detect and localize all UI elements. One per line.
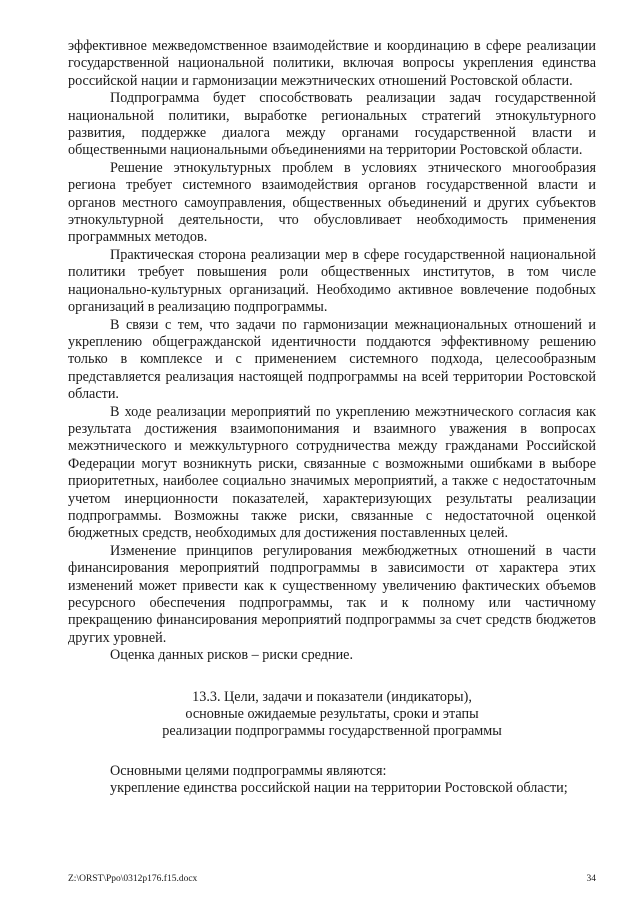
- section-heading-line: 13.3. Цели, задачи и показатели (индикаторы),: [192, 688, 472, 705]
- paragraph: Решение этнокультурных проблем в условиях этнического многообразия региона требует системного взаимодействия органов государственной власти и органов местного самоуправления, общественных объединений и других субъектов этнокультурной деятельности, что обусловливает необходимость применения программных методов.: [68, 159, 596, 246]
- footer-file-path: Z:\ORST\Ppo\0312p176.f15.docx: [68, 874, 198, 884]
- goal-item: укрепление единства российской нации на территории Ростовской области;: [110, 780, 568, 797]
- document-body: [68, 38, 596, 798]
- paragraph: В связи с тем, что задачи по гармонизации межнациональных отношений и укреплению общегражданской идентичности поддаются эффективному решению только в комплексе и с применением системного подхода, целесообразным представляется реализация настоящей подпрограммы на всей территории Ростовской области.: [68, 316, 596, 403]
- section-heading-line: реализации подпрограммы государственной программы: [162, 723, 502, 740]
- paragraph: Изменение принципов регулирования межбюджетных отношений в части финансирования мероприятий подпрограммы в зависимости от характера этих изменений может привести как к существенному увеличению фактических объемов ресурсного обеспечения подпрограммы, так и к полному или частичному прекращению финансирования мероприятий подпрограммы за счет средств бюджетов других уровней.: [68, 542, 596, 646]
- paragraph: Подпрограмма будет способствовать реализации задач государственной национальной политики, выработке региональных стратегий этнокультурного развития, поддержке диалога между органами государственной власти и общественными национальными объединениями на территории Ростовской области.: [68, 90, 596, 159]
- risk-assessment-paragraph: Оценка данных рисков – риски средние.: [110, 647, 354, 664]
- paragraph: В ходе реализации мероприятий по укреплению межэтнического согласия как результата достижения взаимопонимания и взаимного уважения в вопросах межэтнического и межкультурного сотрудничества между гражданами Российской Федерации могут возникнуть риски, связанные с возможными ошибками в выборе приоритетных, наиболее социально значимых мероприятий, а также с недостаточным учетом инерционности показателей, характеризующих результаты реализации подпрограммы. Возможны также риски, связанные с недостаточной оценкой бюджетных средств, необходимых для достижения поставленных целей.: [68, 403, 596, 542]
- section-heading-line: основные ожидаемые результаты, сроки и этапы: [185, 706, 479, 723]
- goals-intro: Основными целями подпрограммы являются:: [110, 762, 387, 779]
- section-heading: [68, 689, 596, 741]
- page-number: 34: [586, 874, 596, 884]
- paragraph-continued: эффективное межведомственное взаимодействие и координацию в сфере реализации государственной национальной политики, включая вопросы укрепления единства российской нации и гармонизации межэтнических отношений Ростовской области.: [68, 38, 596, 89]
- paragraph: Практическая сторона реализации мер в сфере государственной национальной политики требует повышения роли общественных институтов, в том числе национально-культурных организаций. Необходимо активное вовлечение подобных организаций в реализацию подпрограммы.: [68, 246, 596, 316]
